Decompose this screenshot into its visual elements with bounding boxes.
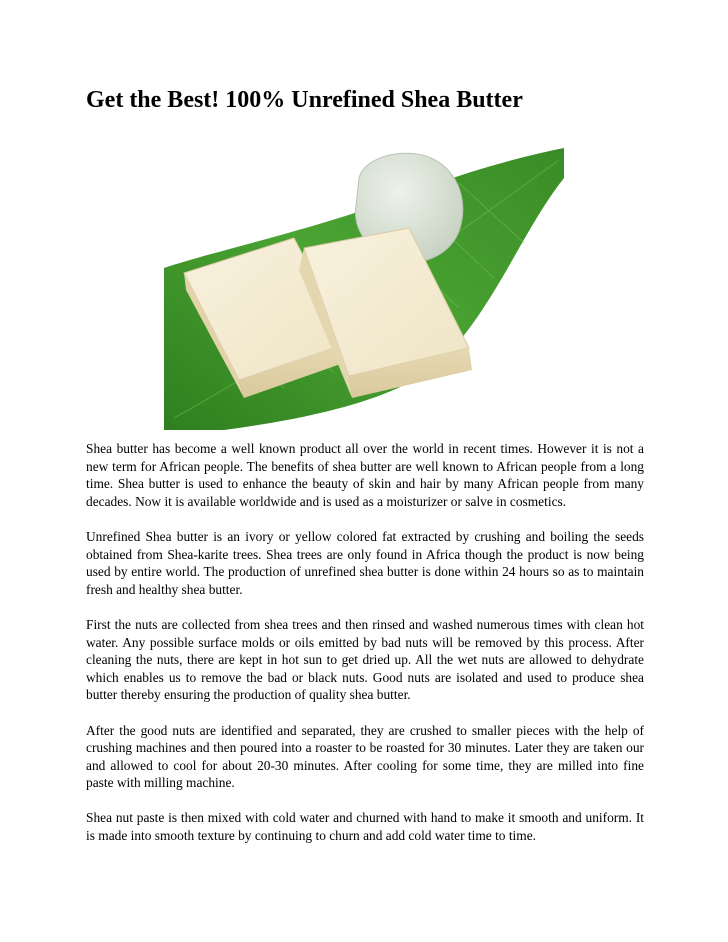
paragraph: After the good nuts are identified and separated, they are crushed to smaller pieces with the help of crushing machines and then poured into a roaster to be roasted for 30 minutes. Later they are taken our and allowed to cool for about 20-30 minutes. After cooling for some time, they are milled into fine paste with milling machine. <box>86 722 644 791</box>
page-title: Get the Best! 100% Unrefined Shea Butter <box>86 87 523 113</box>
shea-butter-photo <box>164 148 564 430</box>
paragraph: Unrefined Shea butter is an ivory or yellow colored fat extracted by crushing and boiling the seeds obtained from Shea-karite trees. Shea trees are only found in Africa though the product is now being used by entire world. The production of unrefined shea butter is done within 24 hours so as to maintain fresh and healthy shea butter. <box>86 528 644 597</box>
shea-butter-illustration <box>164 148 564 430</box>
paragraph: Shea butter has become a well known product all over the world in recent times. However it is not a new term for African people. The benefits of shea butter are well known to African people from a long time. Shea butter is used to enhance the beauty of skin and hair by many African people from many decades. Now it is available worldwide and is used as a moisturizer or salve in cosmetics. <box>86 441 644 509</box>
paragraph: First the nuts are collected from shea trees and then rinsed and washed numerous times with clean hot water. Any possible surface molds or oils emitted by bad nuts will be removed by this process. After cleaning the nuts, there are kept in hot sun to get dried up. All the wet nuts are allowed to dehydrate which enables us to remove the bad or black nuts. Good nuts are isolated and used to produce shea butter thereby ensuring the production of quality shea butter. <box>86 616 644 703</box>
article-body <box>86 440 644 862</box>
paragraph: Shea nut paste is then mixed with cold water and churned with hand to make it smooth and uniform. It is made into smooth texture by continuing to churn and add cold water time to time. <box>86 810 644 844</box>
